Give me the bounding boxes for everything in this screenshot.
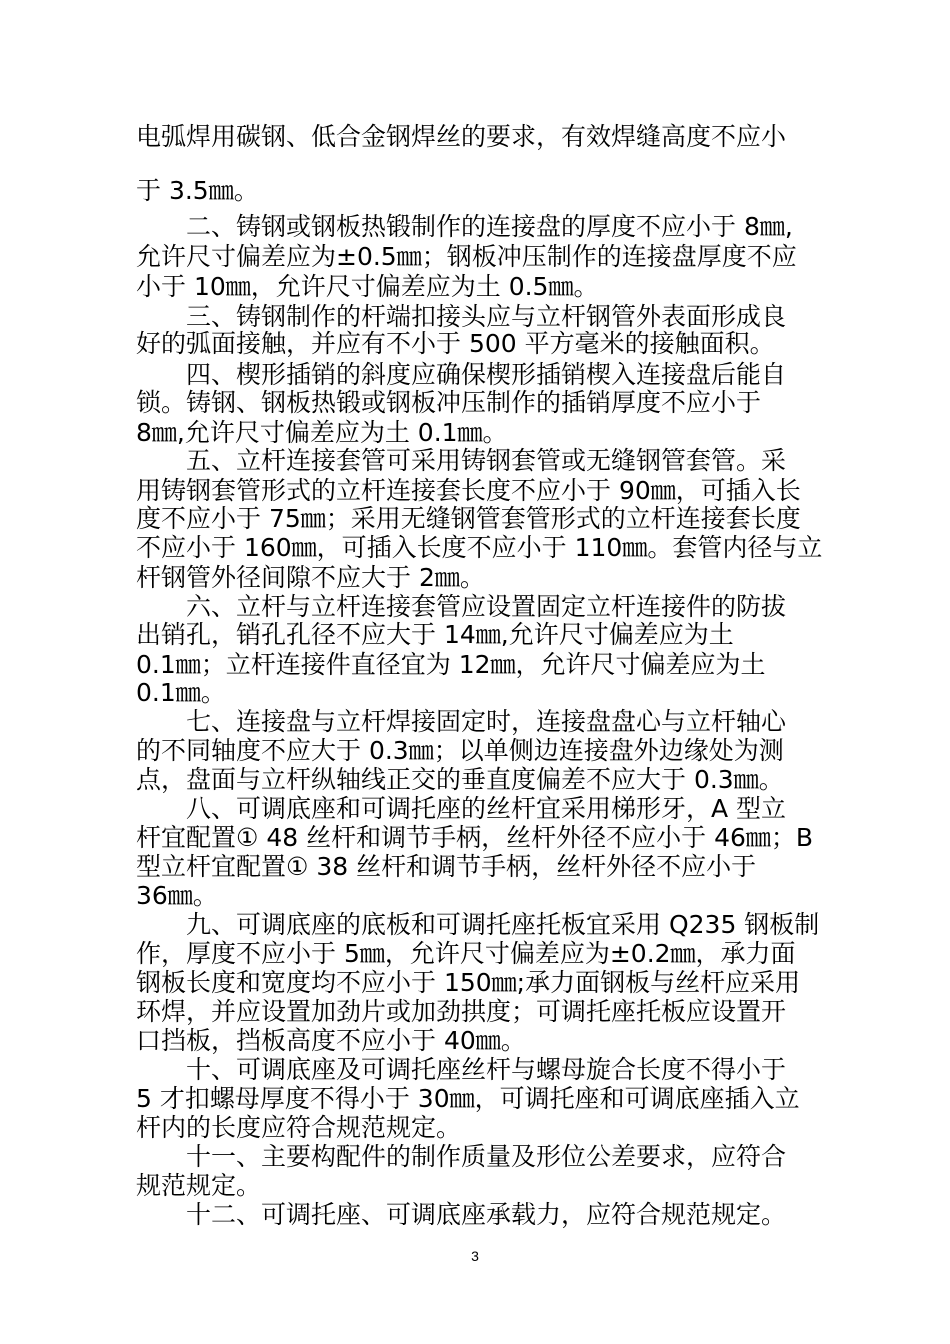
text-line: 钢板长度和宽度均不应小于 150㎜;承力面钢板与丝杆应采用 — [136, 968, 801, 997]
text-line: 六、立杆与立杆连接套管应设置固定立杆连接件的防拔 — [136, 592, 787, 621]
text-line: 规范规定。 — [136, 1171, 262, 1200]
text-line: 不应小于 160㎜，可插入长度不应小于 110㎜。套管内径与立 — [136, 533, 823, 562]
text-line: 点，盘面与立杆纵轴线正交的垂直度偏差不应大于 0.3㎜。 — [136, 765, 784, 794]
text-line: 杆钢管外径间隙不应大于 2㎜。 — [136, 563, 485, 592]
text-line: 杆内的长度应符合规范规定。 — [136, 1113, 462, 1142]
text-line: 九、可调底座的底板和可调托座托板宜采用 Q235 钢板制 — [136, 910, 820, 939]
text-line: 五、立杆连接套管可采用铸钢套管或无缝钢管套管。采 — [136, 446, 787, 475]
text-line: 出销孔，销孔孔径不应大于 14㎜,允许尺寸偏差应为土 — [136, 620, 734, 649]
text-line: 0.1㎜；立杆连接件直径宜为 12㎜，允许尺寸偏差应为土 — [136, 650, 766, 679]
text-line: 作，厚度不应小于 5㎜，允许尺寸偏差应为±0.2㎜，承力面 — [136, 939, 796, 968]
text-line: 于 3.5㎜。 — [136, 176, 259, 205]
text-line: 的不同轴度不应大于 0.3㎜；以单侧边连接盘外边缘处为测 — [136, 736, 784, 765]
text-line: 四、楔形插销的斜度应确保楔形插销楔入连接盘后能自 — [136, 360, 787, 389]
text-line: 杆宜配置① 48 丝杆和调节手柄，丝杆外径不应小于 46㎜；B — [136, 823, 814, 852]
text-line: 好的弧面接触，并应有不小于 500 平方毫米的接触面积。 — [136, 329, 775, 358]
text-line: 锁。铸钢、钢板热锻或钢板冲压制作的插销厚度不应小于 — [136, 388, 762, 417]
text-line: 允许尺寸偏差应为±0.5㎜；钢板冲压制作的连接盘厚度不应 — [136, 242, 797, 271]
text-line: 二、铸钢或钢板热锻制作的连接盘的厚度不应小于 8㎜, — [136, 212, 793, 241]
text-line: 八、可调底座和可调托座的丝杆宜采用梯形牙，A 型立 — [136, 794, 787, 823]
text-line: 环焊，并应设置加劲片或加劲拱度；可调托座托板应设置开 — [136, 997, 787, 1026]
text-line: 十一、主要构配件的制作质量及形位公差要求，应符合 — [136, 1142, 787, 1171]
text-line: 电弧焊用碳钢、低合金钢焊丝的要求，有效焊缝高度不应小 — [136, 122, 787, 151]
text-line: 36㎜。 — [136, 881, 218, 910]
page-number: 3 — [471, 1248, 479, 1264]
text-line: 度不应小于 75㎜；采用无缝钢管套管形式的立杆连接套长度 — [136, 504, 801, 533]
text-line: 十二、可调托座、可调底座承载力，应符合规范规定。 — [136, 1200, 787, 1229]
text-line: 三、铸钢制作的杆端扣接头应与立杆钢管外表面形成良 — [136, 302, 787, 331]
text-line: 口挡板，挡板高度不应小于 40㎜。 — [136, 1026, 526, 1055]
text-line: 十、可调底座及可调托座丝杆与螺母旋合长度不得小于 — [136, 1055, 787, 1084]
text-line: 5 才扣螺母厚度不得小于 30㎜，可调托座和可调底座插入立 — [136, 1084, 800, 1113]
text-line: 小于 10㎜，允许尺寸偏差应为土 0.5㎜。 — [136, 272, 599, 301]
text-line: 0.1㎜。 — [136, 678, 226, 707]
text-line: 七、连接盘与立杆焊接固定时，连接盘盘心与立杆轴心 — [136, 707, 787, 736]
text-line: 8㎜,允许尺寸偏差应为土 0.1㎜。 — [136, 418, 508, 447]
text-line: 型立杆宜配置① 38 丝杆和调节手柄，丝杆外径不应小于 — [136, 852, 757, 881]
text-line: 用铸钢套管形式的立杆连接套长度不应小于 90㎜，可插入长 — [136, 476, 801, 505]
